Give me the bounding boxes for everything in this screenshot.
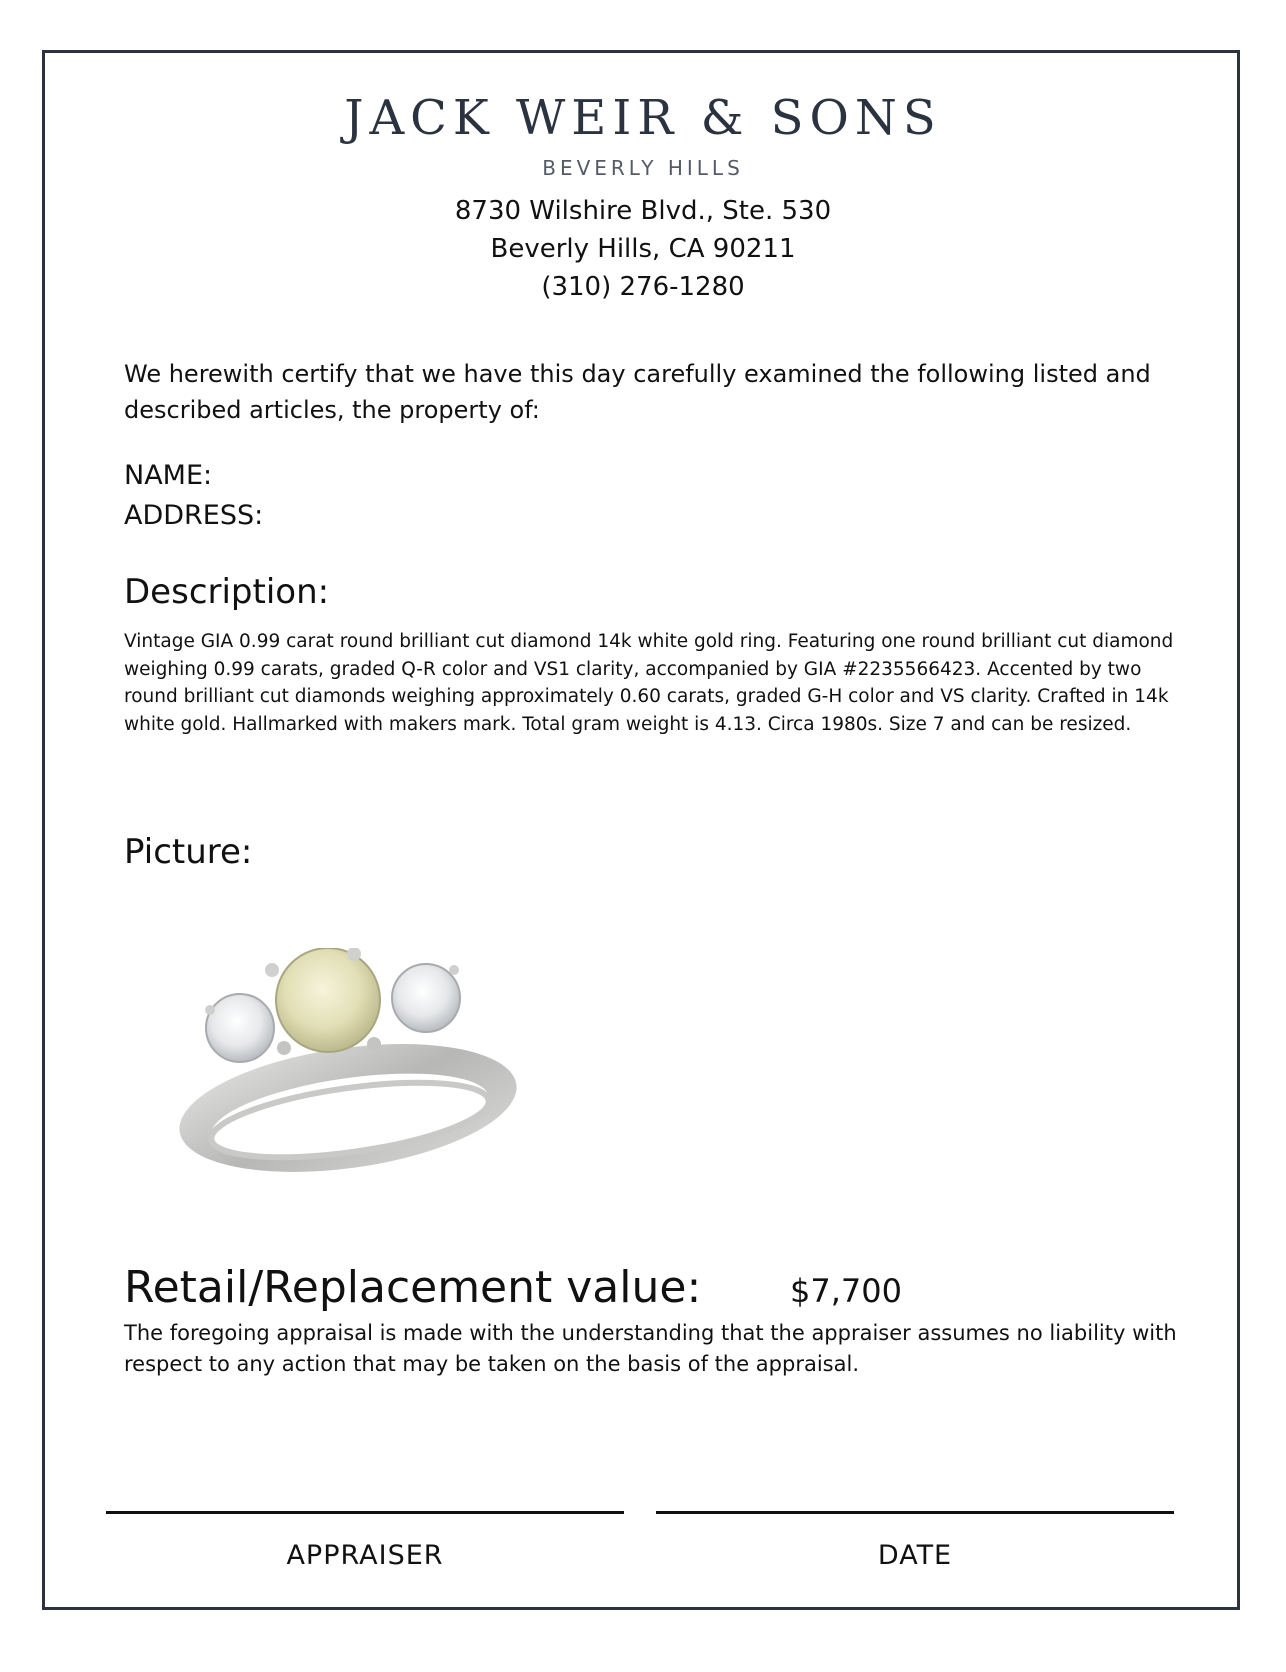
date-label: DATE [877,1540,953,1571]
brand-subtitle: BEVERLY HILLS [542,156,744,180]
address-line-1: 8730 Wilshire Blvd., Ste. 530 [454,196,832,226]
ring-photo [168,948,528,1178]
description-text: Vintage GIA 0.99 carat round brilliant cut diamond 14k white gold ring. Featuring one round brilliant cut diamond weighing 0.99 carats, graded Q-R color and VS1 clarity, accompanied by GIA #2235566423. Accented by two round brilliant cut diamonds weighing approximately 0.60 carats, graded G-H color and VS clarity. Crafted in 14k white gold. Hallmarked with makers mark. Total gram weight is 4.13. Circa 1980s. Size 7 and can be resized. [124,631,1174,735]
address-label: ADDRESS: [124,500,264,531]
address-line-2: Beverly Hills, CA 90211 [490,234,796,264]
name-label: NAME: [124,460,213,491]
retail-value-amount: $7,700 [790,1272,902,1310]
picture-heading: Picture: [124,832,253,872]
phone-number: (310) 276-1280 [541,272,745,302]
retail-value-label: Retail/Replacement value: [124,1262,702,1313]
description-heading: Description: [124,572,330,612]
appraiser-label: APPRAISER [286,1540,444,1571]
appraisal-disclaimer: The foregoing appraisal is made with the understanding that the appraiser assumes no liability with respect to any action that may be taken on the basis of the appraisal. [124,1321,1177,1376]
brand-name: JACK WEIR & SONS [344,90,942,146]
date-signature-line [656,1511,1174,1514]
certification-intro: We herewith certify that we have this day carefully examined the following listed and described articles, the property of: [124,360,1151,424]
appraiser-signature-line [106,1511,624,1514]
